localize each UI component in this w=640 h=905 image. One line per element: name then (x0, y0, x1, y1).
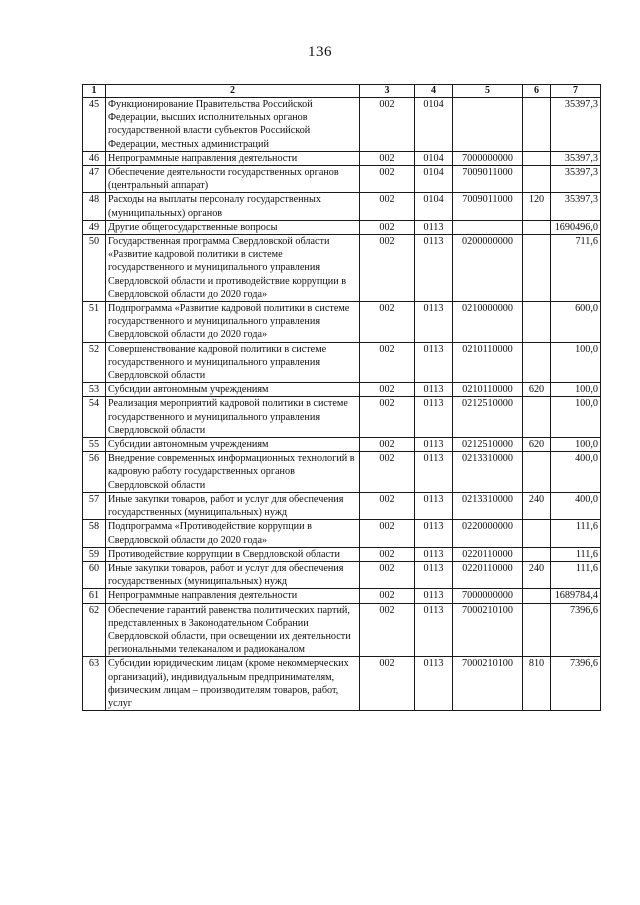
row-amount: 711,6 (551, 235, 601, 302)
row-target-code: 0210110000 (453, 383, 523, 397)
row-number: 60 (83, 561, 106, 588)
row-ministry-code: 002 (360, 520, 415, 547)
column-header: 2 (106, 85, 360, 98)
table-row (83, 383, 601, 397)
row-expense-code (523, 547, 551, 561)
row-amount: 1690496,0 (551, 220, 601, 234)
row-expense-code (523, 166, 551, 193)
row-expense-code (523, 342, 551, 383)
row-section-code: 0113 (415, 452, 453, 493)
row-amount: 7396,6 (551, 603, 601, 657)
table-row (83, 520, 601, 547)
row-number: 58 (83, 520, 106, 547)
row-target-code: 7000210100 (453, 603, 523, 657)
row-section-code: 0113 (415, 342, 453, 383)
row-number: 48 (83, 193, 106, 220)
row-name: Обеспечение деятельности государственных органов (центральный аппарат) (106, 166, 360, 193)
row-section-code: 0113 (415, 492, 453, 519)
row-name: Расходы на выплаты персоналу государственных (муниципальных) органов (106, 193, 360, 220)
table-row (83, 342, 601, 383)
table-row (83, 438, 601, 452)
row-ministry-code: 002 (360, 492, 415, 519)
row-section-code: 0104 (415, 98, 453, 152)
table-row (83, 657, 601, 711)
row-expense-code (523, 520, 551, 547)
table-row (83, 220, 601, 234)
row-ministry-code: 002 (360, 603, 415, 657)
row-section-code: 0113 (415, 383, 453, 397)
row-expense-code: 120 (523, 193, 551, 220)
row-expense-code (523, 302, 551, 343)
row-number: 46 (83, 151, 106, 165)
row-amount: 111,6 (551, 561, 601, 588)
row-amount: 100,0 (551, 397, 601, 438)
column-header: 4 (415, 85, 453, 98)
row-number: 61 (83, 589, 106, 603)
row-number: 54 (83, 397, 106, 438)
row-target-code: 0213310000 (453, 492, 523, 519)
row-number: 62 (83, 603, 106, 657)
row-target-code: 0210000000 (453, 302, 523, 343)
row-section-code: 0104 (415, 166, 453, 193)
row-amount: 1689784,4 (551, 589, 601, 603)
row-ministry-code: 002 (360, 220, 415, 234)
row-target-code: 7000000000 (453, 589, 523, 603)
row-ministry-code: 002 (360, 547, 415, 561)
row-name: Непрограммные направления деятельности (106, 151, 360, 165)
table-row (83, 166, 601, 193)
row-number: 50 (83, 235, 106, 302)
row-target-code: 7009011000 (453, 193, 523, 220)
table-row (83, 302, 601, 343)
row-target-code (453, 98, 523, 152)
column-header: 6 (523, 85, 551, 98)
row-ministry-code: 002 (360, 342, 415, 383)
row-name: Иные закупки товаров, работ и услуг для обеспечения государственных (муниципальных) нужд (106, 561, 360, 588)
table-row (83, 492, 601, 519)
row-amount: 100,0 (551, 438, 601, 452)
row-target-code: 7000000000 (453, 151, 523, 165)
row-amount: 111,6 (551, 520, 601, 547)
row-expense-code: 620 (523, 438, 551, 452)
row-ministry-code: 002 (360, 383, 415, 397)
row-name: Субсидии автономным учреждениям (106, 383, 360, 397)
row-target-code (453, 220, 523, 234)
row-number: 59 (83, 547, 106, 561)
row-expense-code (523, 220, 551, 234)
row-target-code: 0213310000 (453, 452, 523, 493)
row-section-code: 0113 (415, 561, 453, 588)
row-section-code: 0113 (415, 302, 453, 343)
row-amount: 600,0 (551, 302, 601, 343)
row-ministry-code: 002 (360, 561, 415, 588)
row-ministry-code: 002 (360, 438, 415, 452)
row-amount: 111,6 (551, 547, 601, 561)
row-name: Совершенствование кадровой политики в системе государственного и муниципального управления Свердловской области (106, 342, 360, 383)
row-section-code: 0113 (415, 220, 453, 234)
row-name: Реализация мероприятий кадровой политики в системе государственного и муниципального управления Свердловской области (106, 397, 360, 438)
row-target-code: 0220000000 (453, 520, 523, 547)
row-name: Подпрограмма «Противодействие коррупции в Свердловской области до 2020 года» (106, 520, 360, 547)
row-section-code: 0113 (415, 547, 453, 561)
table-row (83, 151, 601, 165)
row-name: Обеспечение гарантий равенства политических партий, представленных в Законодательном Собрании Свердловской области, при освещении их деятельности региональными телеканалом и радиоканалом (106, 603, 360, 657)
row-name: Другие общегосударственные вопросы (106, 220, 360, 234)
row-target-code: 7000210100 (453, 657, 523, 711)
table-row (83, 561, 601, 588)
row-expense-code (523, 452, 551, 493)
row-name: Внедрение современных информационных технологий в кадровую работу государственных органов Свердловской области (106, 452, 360, 493)
row-target-code: 7009011000 (453, 166, 523, 193)
row-name: Непрограммные направления деятельности (106, 589, 360, 603)
row-amount: 35397,3 (551, 193, 601, 220)
row-expense-code (523, 235, 551, 302)
row-number: 55 (83, 438, 106, 452)
row-ministry-code: 002 (360, 151, 415, 165)
row-target-code: 0212510000 (453, 397, 523, 438)
column-header: 3 (360, 85, 415, 98)
row-amount: 35397,3 (551, 98, 601, 152)
column-header: 7 (551, 85, 601, 98)
row-section-code: 0113 (415, 520, 453, 547)
page-number: 136 (308, 44, 332, 60)
row-name: Подпрограмма «Развитие кадровой политики в системе государственного и муниципального управления Свердловской области до 2020 года» (106, 302, 360, 343)
row-expense-code (523, 397, 551, 438)
row-ministry-code: 002 (360, 193, 415, 220)
row-number: 47 (83, 166, 106, 193)
table-row (83, 193, 601, 220)
row-expense-code (523, 151, 551, 165)
row-section-code: 0113 (415, 657, 453, 711)
row-target-code: 0220110000 (453, 547, 523, 561)
row-ministry-code: 002 (360, 657, 415, 711)
row-number: 45 (83, 98, 106, 152)
row-target-code: 0212510000 (453, 438, 523, 452)
row-ministry-code: 002 (360, 166, 415, 193)
table-body (83, 98, 601, 711)
row-section-code: 0113 (415, 589, 453, 603)
row-amount: 100,0 (551, 342, 601, 383)
row-name: Функционирование Правительства Российской Федерации, высших исполнительных органов государственной власти субъектов Российской Федерации, местных администраций (106, 98, 360, 152)
budget-table (82, 84, 601, 711)
row-section-code: 0113 (415, 438, 453, 452)
row-amount: 400,0 (551, 492, 601, 519)
table-row (83, 98, 601, 152)
row-target-code: 0210110000 (453, 342, 523, 383)
row-section-code: 0104 (415, 151, 453, 165)
table-row (83, 547, 601, 561)
row-number: 57 (83, 492, 106, 519)
row-expense-code (523, 98, 551, 152)
row-ministry-code: 002 (360, 589, 415, 603)
row-expense-code: 620 (523, 383, 551, 397)
row-number: 52 (83, 342, 106, 383)
row-section-code: 0113 (415, 397, 453, 438)
column-header: 5 (453, 85, 523, 98)
row-amount: 7396,6 (551, 657, 601, 711)
row-expense-code: 810 (523, 657, 551, 711)
table-row (83, 589, 601, 603)
row-name: Государственная программа Свердловской области «Развитие кадровой политики в системе государственного и муниципального управления Свердловской области и противодействие коррупции в Свердловской области до 2020 года» (106, 235, 360, 302)
row-expense-code (523, 589, 551, 603)
row-number: 53 (83, 383, 106, 397)
row-number: 49 (83, 220, 106, 234)
row-number: 51 (83, 302, 106, 343)
row-section-code: 0113 (415, 603, 453, 657)
row-expense-code: 240 (523, 492, 551, 519)
row-ministry-code: 002 (360, 98, 415, 152)
row-target-code: 0220110000 (453, 561, 523, 588)
row-number: 63 (83, 657, 106, 711)
row-amount: 100,0 (551, 383, 601, 397)
row-section-code: 0104 (415, 193, 453, 220)
table-row (83, 235, 601, 302)
table-row (83, 397, 601, 438)
column-header: 1 (83, 85, 106, 98)
row-section-code: 0113 (415, 235, 453, 302)
row-ministry-code: 002 (360, 302, 415, 343)
row-number: 56 (83, 452, 106, 493)
row-ministry-code: 002 (360, 397, 415, 438)
row-name: Субсидии автономным учреждениям (106, 438, 360, 452)
row-amount: 35397,3 (551, 166, 601, 193)
row-name: Противодействие коррупции в Свердловской области (106, 547, 360, 561)
table-row (83, 603, 601, 657)
row-name: Субсидии юридическим лицам (кроме некоммерческих организаций), индивидуальным предпринимателям, физическим лицам – производителям товаров, работ, услуг (106, 657, 360, 711)
row-ministry-code: 002 (360, 235, 415, 302)
row-expense-code (523, 603, 551, 657)
row-amount: 400,0 (551, 452, 601, 493)
row-expense-code: 240 (523, 561, 551, 588)
table-header-row (83, 85, 601, 98)
row-ministry-code: 002 (360, 452, 415, 493)
row-amount: 35397,3 (551, 151, 601, 165)
table-row (83, 452, 601, 493)
row-target-code: 0200000000 (453, 235, 523, 302)
row-name: Иные закупки товаров, работ и услуг для обеспечения государственных (муниципальных) нужд (106, 492, 360, 519)
